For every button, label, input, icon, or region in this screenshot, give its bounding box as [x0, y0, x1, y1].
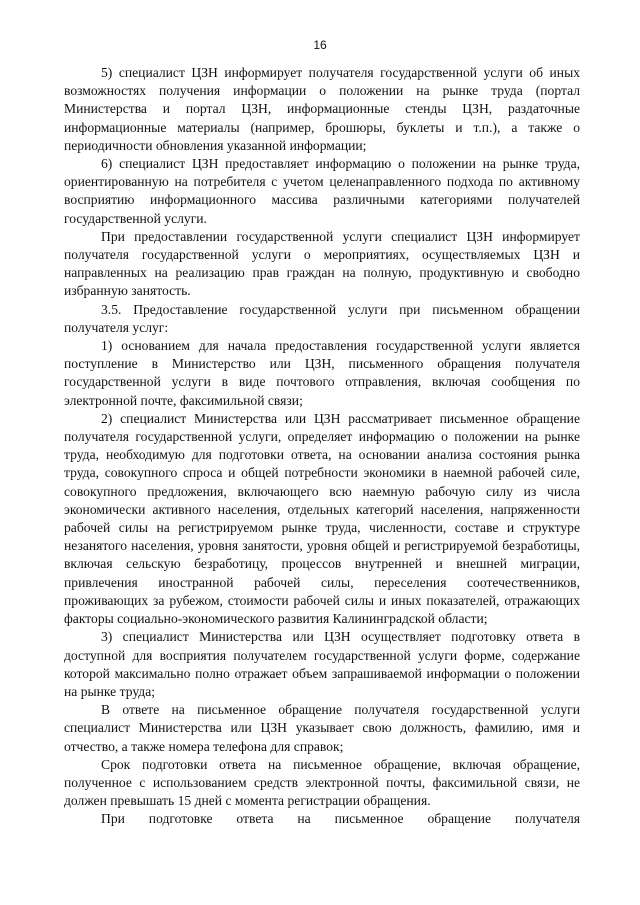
paragraph-item-3-answer-preparation: 3) специалист Министерства или ЦЗН осуществляет подготовку ответа в доступной для восприятия получателем государственной услуги форме, содержание которой максимально полно отражает объем запрашиваемой информации о положении на рынке труда;: [64, 629, 580, 699]
paragraph-item-5-info-sources: 5) специалист ЦЗН информирует получателя государственной услуги об иных возможностях получения информации о положении на рынке труда (портал Министерства и портал ЦЗН, информационные стенды ЦЗН, раздаточные информационные материалы (например, брошюры, буклеты и т.п.), а также о периодичности обновления указанной информации;: [64, 65, 580, 153]
page-number: 16: [313, 38, 327, 52]
document-body: [64, 64, 580, 829]
paragraph-item-2-review: 2) специалист Министерства или ЦЗН рассматривает письменное обращение получателя государственной услуги, определяет информацию о положении на рынке труда, необходимую для подготовки ответа, на основании анализа состояния рынка труда, совокупного спроса и общей потребности экономики в наемной рабочей силе, совокупного предложения, включающего всю наемную рабочую силу из числа экономически активного населения, отдельных категорий населения, напряженности рабочей силы на регистрируемом рынке труда, численности, составе и структуре незанятого населения, уровня занятости, уровня общей и регистрируемой безработицы, включая сельскую безработицу, процессов внутренней и внешней миграции, привлечения иностранной рабочей силы, переселения соотечественников, проживающих за рубежом, стоимости рабочей силы и иных показателей, отражающих факторы социально-экономического развития Калининградской области;: [64, 410, 580, 627]
paragraph-answer-contents: В ответе на письменное обращение получателя государственной услуги специалист Министерства или ЦЗН указывает свою должность, фамилию, имя и отчество, а также номера телефона для справок;: [64, 702, 580, 754]
paragraph-item-6-labor-market-info: 6) специалист ЦЗН предоставляет информацию о положении на рынке труда, ориентированную на потребителя с учетом целенаправленного подхода по активному восприятию информационного массива различными категориями получателей государственной услуги.: [64, 156, 580, 226]
paragraph-answer-preparation-continued: При подготовке ответа на письменное обращение получателя: [101, 811, 580, 827]
paragraph-section-3-5-heading: 3.5. Предоставление государственной услуги при письменном обращении получателя услуг:: [64, 301, 580, 335]
paragraph-item-1-basis: 1) основанием для начала предоставления государственной услуги является поступление в Министерство или ЦЗН, письменного обращения получателя государственной услуги в виде почтового отправления, включая сообщения по электронной почте, факсимильной связи;: [64, 338, 580, 408]
paragraph-answer-deadline: Срок подготовки ответа на письменное обращение, включая обращение, полученное с использованием средств электронной почты, факсимильной связи, не должен превышать 15 дней с момента регистрации обращения.: [64, 756, 580, 809]
paragraph-czn-events-info: При предоставлении государственной услуги специалист ЦЗН информирует получателя государственной услуги о мероприятиях, осуществляемых ЦЗН и направленных на реализацию прав граждан на полную, продуктивную и свободно избранную занятость.: [64, 228, 580, 299]
